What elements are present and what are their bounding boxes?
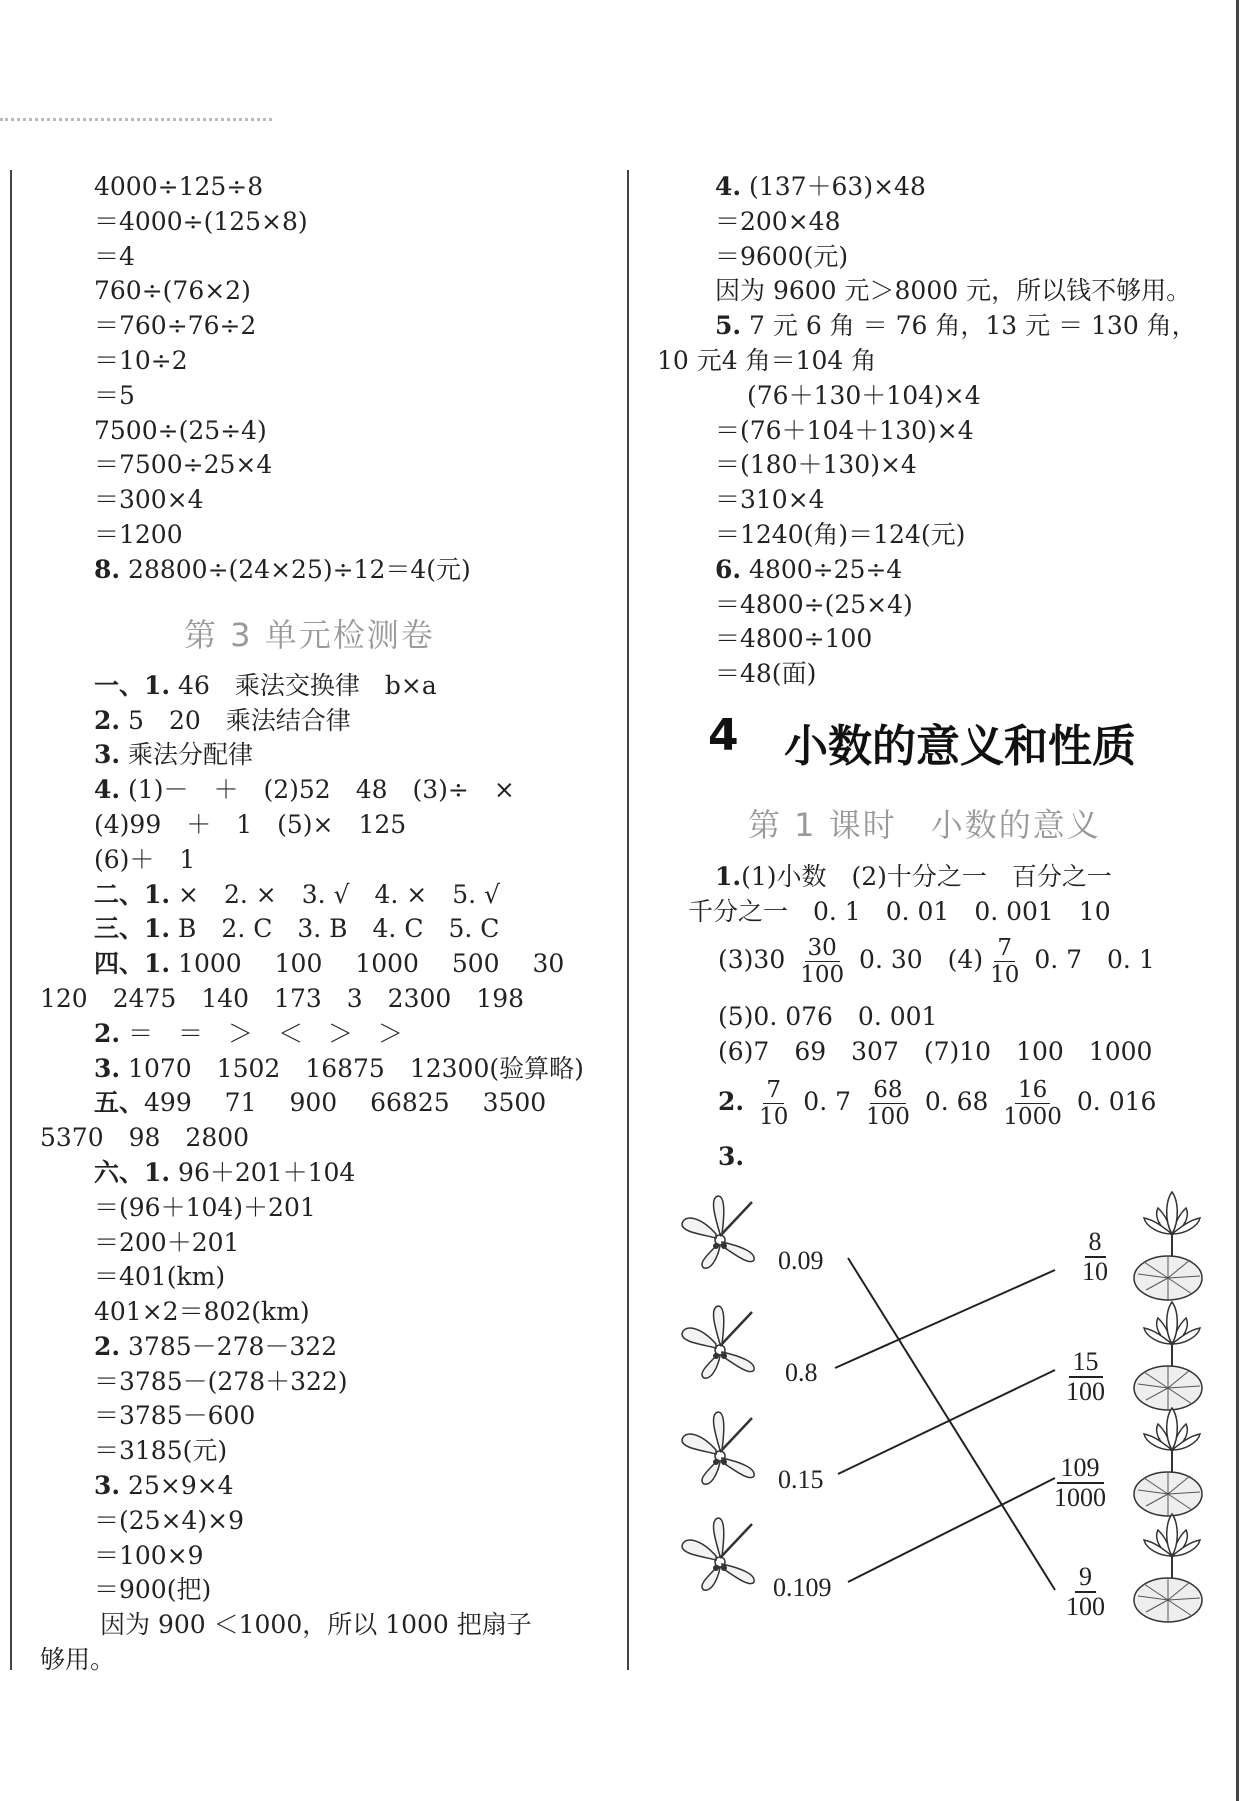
answer-text: 46 乘法交换律 b×a: [170, 671, 437, 700]
answer-line: [94, 1158, 355, 1188]
question-number: 1.: [715, 862, 742, 891]
item-number: 8.: [94, 555, 121, 584]
answer-text: ＝(96＋104)＋201: [94, 1193, 316, 1222]
answer-line: [715, 172, 926, 202]
fraction-label: [1062, 1348, 1109, 1406]
answer-line: [715, 311, 1197, 341]
answer-text: 0. 016: [1076, 1087, 1157, 1116]
answer-line: [94, 880, 500, 910]
answer-text: ＝9600(元): [715, 242, 849, 271]
answer-line: [94, 914, 499, 944]
answer-line: [94, 706, 351, 736]
answer-wrap-line: 120 2475 140 173 3 2300 198: [40, 984, 525, 1013]
lotus-icon: [1134, 1514, 1202, 1622]
answer-line: [94, 1401, 255, 1431]
answer-line: [715, 207, 840, 237]
calc-line: ＝760÷76÷2: [94, 311, 257, 340]
answer-number: 2.: [94, 706, 121, 735]
answer-number: 五、: [94, 1088, 145, 1117]
answer-number: 4.: [715, 172, 742, 201]
answer-line: [94, 1262, 225, 1292]
answer-number: 三、1.: [94, 914, 171, 943]
decimal-label: 0.09: [778, 1246, 824, 1275]
answer-text: (137＋63)×48: [741, 172, 926, 201]
answer-line: [94, 810, 406, 840]
answer-text: ＝200×48: [715, 207, 841, 236]
calc-line: ＝(76＋104＋130)×4: [715, 416, 974, 445]
answer-line: [94, 949, 564, 979]
lotus-icon: [1134, 1302, 1202, 1410]
fraction-denominator: 100: [1066, 1377, 1105, 1406]
answer-text: 1070 1502 16875 12300(验算略): [120, 1054, 584, 1083]
lotus-icon: [1134, 1408, 1202, 1516]
answer-text: (4)99 ＋ 1 (5)× 125: [94, 810, 407, 839]
answer-text: ＝(25×4)×9: [94, 1506, 245, 1535]
q1-wrap-line: 千分之一 0. 1 0. 01 0. 001 10: [688, 897, 1111, 926]
calc-line: ＝4800÷(25×4): [715, 590, 913, 619]
answer-line: [94, 1367, 348, 1397]
calc-line: ＝7500÷25×4: [94, 450, 273, 479]
fraction-denominator: 100: [865, 1104, 910, 1130]
calc-line: ＝4: [94, 242, 135, 271]
calc-line: ＝4800÷100: [715, 624, 873, 653]
answer-number: 3.: [94, 1471, 121, 1500]
calc-line: ＝1200: [94, 520, 183, 549]
answer-number: 4.: [94, 775, 121, 804]
calc-line: ＝4000÷(125×8): [94, 207, 308, 236]
fraction-denominator: 100: [800, 962, 845, 988]
calc-line: 7500÷(25÷4): [94, 416, 267, 445]
question-number: 3.: [718, 1142, 745, 1171]
fraction-numerator: 9: [1075, 1563, 1096, 1593]
calc-line: ＝(180＋130)×4: [715, 450, 917, 479]
dragonfly-icon: [682, 1306, 754, 1378]
lotus-icon: [1134, 1192, 1202, 1300]
match-line: [835, 1270, 1055, 1368]
answer-text: 3785－278－322: [120, 1332, 338, 1361]
answer-text: (6)＋ 1: [94, 845, 196, 874]
answer-number: 5.: [715, 311, 742, 340]
fraction-label: [1062, 1563, 1109, 1621]
fraction: [863, 1077, 913, 1130]
fraction: [797, 935, 847, 988]
answer-text: 4800÷25÷4: [741, 555, 903, 584]
answer-text: (1)－ ＋ (2)52 48 (3)÷ ×: [120, 775, 515, 804]
answer-number: 3.: [94, 740, 121, 769]
calc-line: ＝300×4: [94, 485, 204, 514]
answer-line: [94, 1575, 211, 1605]
answer-text: 1000 100 1000 500 30: [170, 949, 565, 978]
answer-text: 0. 30 (4): [859, 945, 984, 974]
answer-line: [94, 1228, 239, 1258]
q1-line: (6)7 69 307 (7)10 100 1000: [718, 1037, 1153, 1066]
fraction-denominator: 10: [1082, 1257, 1108, 1286]
fraction-denominator: 100: [1066, 1592, 1105, 1621]
fraction-numerator: 109: [1057, 1454, 1104, 1484]
answer-line: [94, 845, 195, 875]
dragonfly-icon: [682, 1518, 754, 1590]
q3-line: [718, 1142, 744, 1172]
fraction-label: [1078, 1228, 1112, 1286]
answer-line: [715, 276, 1191, 306]
answer-line: [94, 740, 253, 770]
answer-text: (1)小数 (2)十分之一 百分之一: [741, 862, 1112, 891]
answer-text: 7 元 6 角 ＝ 76 角，13 元 ＝ 130 角，: [741, 311, 1197, 340]
match-line: [848, 1478, 1055, 1582]
dragonfly-icon: [682, 1196, 754, 1268]
fraction-denominator: 1000: [1003, 1104, 1062, 1130]
answer-text: ＝900(把): [94, 1575, 212, 1604]
right-margin-line: [1236, 0, 1239, 1801]
answer-text: 乘法分配律: [120, 740, 254, 769]
answer-number: 3.: [94, 1054, 121, 1083]
answer-text: 因为 9600 元＞8000 元，所以钱不够用。: [715, 276, 1192, 305]
answer-line: [94, 1506, 244, 1536]
answer-line: [715, 242, 848, 272]
answer-line: [715, 555, 902, 585]
calc-line: ＝1240(角)＝124(元): [715, 520, 966, 549]
decimal-label: 0.8: [785, 1358, 818, 1387]
answer-text: ＝200＋201: [94, 1228, 240, 1257]
answer-number: 六、1.: [94, 1158, 171, 1187]
answer-number: 2.: [94, 1019, 121, 1048]
calc-line: 4000÷125÷8: [94, 172, 264, 201]
fraction-numerator: 15: [1069, 1348, 1103, 1378]
decimal-label: 0.109: [773, 1573, 832, 1602]
answer-text: ＝401(km): [94, 1262, 226, 1291]
answer-line: [94, 1297, 310, 1327]
match-line: [848, 1258, 1055, 1590]
fraction-numerator: 8: [1085, 1228, 1106, 1258]
answer-number: 一、1.: [94, 671, 171, 700]
answer-text: 5 20 乘法结合律: [120, 706, 351, 735]
left-margin-line: [10, 170, 12, 1670]
answer-text: × 2. × 3. √ 4. × 5. √: [170, 880, 500, 909]
answer-line: [94, 1054, 584, 1084]
answer-text: ＝3785－(278＋322): [94, 1367, 348, 1396]
q2-line: [718, 1072, 1156, 1132]
answer-text: 401×2＝802(km): [94, 1297, 310, 1326]
item-8: [94, 555, 471, 585]
fraction-denominator: 10: [990, 962, 1020, 988]
conclusion-line: 因为 900 ＜1000，所以 1000 把扇子: [100, 1610, 532, 1639]
fraction-numerator: 30: [805, 935, 840, 962]
section-title-unit3: 第 3 单元检测卷: [184, 616, 435, 654]
answer-line: [94, 1193, 316, 1223]
answer-text: 0. 7 0. 1: [1034, 945, 1155, 974]
answer-number: 四、1.: [94, 949, 171, 978]
answer-text: 0. 7: [803, 1087, 852, 1116]
fraction: [987, 935, 1022, 988]
answer-line: [94, 1541, 204, 1571]
question-number: 2.: [718, 1087, 745, 1116]
answer-line: [94, 1088, 546, 1118]
calc-line: (76＋130＋104)×4: [747, 381, 981, 410]
answer-number: 2.: [94, 1332, 121, 1361]
fraction-label: [1050, 1454, 1110, 1512]
fraction-numerator: 68: [870, 1077, 905, 1104]
calc-line: ＝10÷2: [94, 346, 188, 375]
item-text: 28800÷(24×25)÷12＝4(元): [120, 555, 471, 584]
fraction-numerator: 7: [763, 1077, 784, 1104]
answer-text: ＝3185(元): [94, 1436, 228, 1465]
chapter-number: 4: [708, 710, 739, 761]
answer-text: ＝ ＝ ＞ ＜ ＞ ＞: [120, 1019, 404, 1048]
match-line: [838, 1370, 1055, 1474]
fraction-numerator: 7: [994, 935, 1015, 962]
top-dotted-rule: [0, 118, 272, 121]
answer-line: [94, 775, 515, 805]
answer-wrap-line: 10 元4 角＝104 角: [657, 346, 877, 375]
dragonfly-icon: [682, 1412, 754, 1484]
fraction: [1000, 1077, 1065, 1130]
column-divider: [627, 170, 629, 1670]
answer-text: 0. 68: [924, 1087, 989, 1116]
fraction-denominator: 1000: [1054, 1483, 1106, 1512]
fraction: [756, 1077, 791, 1130]
fraction-numerator: 16: [1015, 1077, 1050, 1104]
answer-line: [94, 671, 437, 701]
calc-line: ＝310×4: [715, 485, 825, 514]
answer-line: [94, 1332, 337, 1362]
answer-text: 499 71 900 66825 3500: [144, 1088, 547, 1117]
matching-diagram: [670, 1190, 1230, 1670]
calc-line: 760÷(76×2): [94, 276, 251, 305]
answer-wrap-line: 5370 98 2800: [40, 1123, 250, 1152]
lesson-title: 第 1 课时 小数的意义: [748, 806, 1101, 844]
answer-text: 25×9×4: [120, 1471, 234, 1500]
answer-line: [94, 1436, 227, 1466]
answer-text: ＝100×9: [94, 1541, 204, 1570]
q1-line-3-4: [718, 930, 1155, 990]
answer-text: ＝3785－600: [94, 1401, 256, 1430]
q1-line: [715, 862, 1112, 892]
calc-line: ＝48(面): [715, 659, 817, 688]
chapter-title: 小数的意义和性质: [784, 721, 1136, 772]
answer-text: (3)30: [718, 945, 786, 974]
conclusion-wrap-line: 够用。: [40, 1645, 116, 1674]
calc-line: ＝5: [94, 381, 135, 410]
decimal-label: 0.15: [778, 1465, 824, 1494]
answer-line: [94, 1471, 234, 1501]
q1-line: (5)0. 076 0. 001: [718, 1002, 938, 1031]
fraction-denominator: 10: [759, 1104, 789, 1130]
answer-number: 6.: [715, 555, 742, 584]
answer-line: [94, 1019, 403, 1049]
answer-text: B 2. C 3. B 4. C 5. C: [170, 914, 500, 943]
answer-text: 96＋201＋104: [170, 1158, 356, 1187]
answer-number: 二、1.: [94, 880, 171, 909]
